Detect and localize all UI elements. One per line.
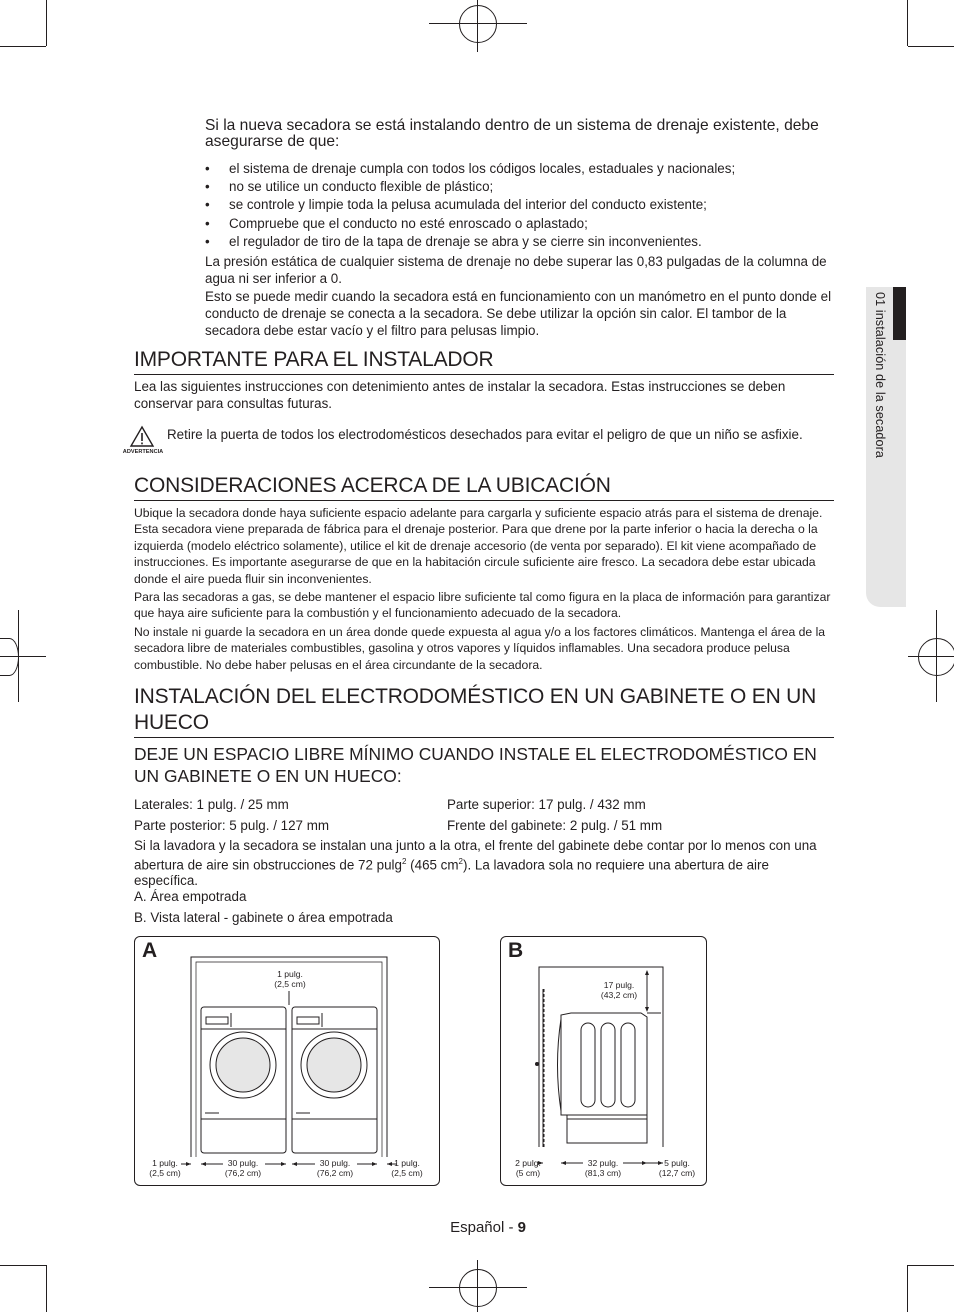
figure-a-panel xyxy=(134,936,440,1186)
crop-mark xyxy=(907,1265,908,1312)
requirements-list xyxy=(205,160,845,251)
registration-line xyxy=(477,0,478,52)
superscript: 2 xyxy=(401,857,407,866)
figure-b-drawing xyxy=(501,937,706,1185)
dimension-metric: (2,5 cm) xyxy=(274,979,306,989)
list-item: • el sistema de drenaje cumpla con todos los códigos locales, estaduales y nacionales; xyxy=(205,160,845,178)
figure-b-panel xyxy=(500,936,707,1186)
dimension-top xyxy=(593,980,645,1000)
dimension-metric: (81,3 cm) xyxy=(584,1168,622,1178)
dimension-value: 17 pulg. xyxy=(603,980,635,990)
crop-mark xyxy=(908,1265,954,1266)
page-footer xyxy=(450,1219,526,1236)
air-opening-paragraph xyxy=(134,838,834,889)
dimension-value: 2 pulg. xyxy=(515,1158,541,1168)
crop-mark xyxy=(907,0,908,46)
dimension-value: 5 pulg. xyxy=(664,1158,690,1168)
registration-line xyxy=(477,1260,478,1312)
crop-mark xyxy=(0,46,46,47)
dimension-metric: (76,2 cm) xyxy=(224,1168,262,1178)
registration-mark xyxy=(0,638,19,676)
clearance-sides: Laterales: 1 pulg. / 25 mm xyxy=(134,797,289,812)
air-opening-text: ). La lavadora sola no requiere una abertura de aire específica. xyxy=(134,857,769,889)
dimension-metric: (2,5 cm) xyxy=(391,1168,423,1178)
registration-mark xyxy=(459,5,497,43)
dimension-value: 1 pulg. xyxy=(394,1158,420,1168)
dimension-value: 30 pulg. xyxy=(227,1158,259,1168)
crop-mark xyxy=(46,0,47,46)
warning-text: Retire la puerta de todos los electrodomésticos desechados para evitar el peligro de que un niño se asfixie. xyxy=(167,427,803,442)
dimension-metric: (5 cm) xyxy=(515,1168,541,1178)
dimension-top xyxy=(261,969,319,989)
clearance-top: Parte superior: 17 pulg. / 432 mm xyxy=(447,797,646,812)
registration-line xyxy=(429,23,527,24)
dimension-dryer-width xyxy=(309,1158,361,1178)
list-item: • Compruebe que el conducto no esté enroscado o aplastado; xyxy=(205,215,845,233)
list-item: • el regulador de tiro de la tapa de drenaje se abra y se cierre sin inconvenientes. xyxy=(205,233,845,251)
side-tab-marker xyxy=(893,287,906,340)
dimension-metric: (12,7 cm) xyxy=(658,1168,696,1178)
clearance-front: Frente del gabinete: 2 pulg. / 51 mm xyxy=(447,818,663,833)
page-number: 9 xyxy=(517,1219,526,1236)
clearance-rear: Parte posterior: 5 pulg. / 127 mm xyxy=(134,818,330,833)
location-title: CONSIDERACIONES ACERCA DE LA UBICACIÓN xyxy=(134,473,834,501)
footer-language: Español - xyxy=(450,1219,518,1236)
crop-mark xyxy=(46,1265,47,1312)
figure-b-label: B xyxy=(508,939,524,962)
figure-caption-a: A. Área empotrada xyxy=(134,889,247,904)
cabinet-subtitle: DEJE UN ESPACIO LIBRE MÍNIMO CUANDO INSTALE EL ELECTRODOMÉSTICO EN UN GABINETE O EN UN HUECO: xyxy=(134,744,817,786)
figure-a-label: A xyxy=(142,939,158,962)
installer-body: Lea las siguientes instrucciones con detenimiento antes de instalar la secadora. Estas instrucciones se deben conservar para consultas futuras. xyxy=(134,379,786,411)
location-body xyxy=(134,505,834,673)
dimension-washer-width xyxy=(217,1158,269,1178)
dimension-value: 1 pulg. xyxy=(277,969,303,979)
figure-caption-b: B. Vista lateral - gabinete o área empotrada xyxy=(134,910,393,925)
intro-heading: Si la nueva secadora se está instalando dentro de un sistema de drenaje existente, debe asegurarse de que: xyxy=(205,117,819,150)
superscript: 2 xyxy=(458,857,463,866)
location-paragraph-3: No instale ni guarde la secadora en un área donde quede expuesta al agua y/o a los factores climáticos. Mantenga el área de la secadora libre de materiales combustibles, gasolina y otros vapores y líquidos inflamables. Una secadora produce pelusa combustible. No debe haber pelusas en el área circundante de la secadora. xyxy=(134,624,826,672)
dimension-front xyxy=(503,1158,553,1178)
warning-symbol xyxy=(120,424,166,458)
registration-line xyxy=(936,610,937,702)
air-opening-text: (465 cm xyxy=(406,857,459,873)
location-paragraph-2: Para las secadoras a gas, se debe mantener el espacio libre suficiente tal como figura en la placa de información para garantizar que haya aire suficiente para la combustión y el funcionamiento adecuado de la secadora. xyxy=(134,590,831,621)
dimension-metric: (2,5 cm) xyxy=(149,1168,181,1178)
registration-line xyxy=(18,610,19,702)
pressure-paragraph: La presión estática de cualquier sistema de drenaje no debe superar las 0,83 pulgadas de la columna de agua ni ser inferior a 0. xyxy=(205,254,827,286)
dimension-left xyxy=(139,1158,191,1178)
cabinet-title: INSTALACIÓN DEL ELECTRODOMÉSTICO EN UN GABINETE O EN UN HUECO xyxy=(134,684,834,738)
dimension-metric: (76,2 cm) xyxy=(316,1168,354,1178)
installer-title: IMPORTANTE PARA EL INSTALADOR xyxy=(134,347,834,375)
dimension-metric: (43,2 cm) xyxy=(600,990,638,1000)
list-item: • se controle y limpie toda la pelusa acumulada del interior del conducto existente; xyxy=(205,196,845,214)
warning-label: ADVERTENCIA xyxy=(122,449,164,455)
location-paragraph-1: Ubique la secadora donde haya suficiente espacio adelante para cargarla y suficiente espacio atrás para el sistema de drenaje. Esta secadora viene preparada de fábrica para el drenaje posterior. Para que drene por la parte inferior o hacia la derecha o la izquierda (modelo eléctrico solamente), utilice el kit de drenaje accesorio (de venta por separado). El kit viene acompañado de instrucciones. Es importante asegurarse de que en la habitación circule suficiente aire fresco. La secadora debe estar ubicada donde el aire pueda fluir sin inconvenientes. xyxy=(134,506,823,586)
registration-line xyxy=(429,1287,527,1288)
list-item: • no se utilice un conducto flexible de plástico; xyxy=(205,178,845,196)
dimension-depth xyxy=(577,1158,629,1178)
crop-mark xyxy=(908,46,954,47)
crop-mark xyxy=(0,1265,46,1266)
dimension-value: 1 pulg. xyxy=(152,1158,178,1168)
side-tab-label: 01 instalación de la secadora xyxy=(873,292,887,459)
air-opening-text: Si la lavadora y la secadora se instalan una junto a la otra, el frente del gabinete debe contar por lo menos con una abertura de aire sin obstrucciones de 72 pulg xyxy=(134,838,817,873)
dimension-value: 30 pulg. xyxy=(319,1158,351,1168)
registration-mark xyxy=(459,1269,497,1307)
dimension-rear xyxy=(651,1158,703,1178)
registration-line xyxy=(908,656,954,657)
intro-body xyxy=(205,253,845,339)
dimension-right xyxy=(381,1158,433,1178)
measure-paragraph: Esto se puede medir cuando la secadora está en funcionamiento con un manómetro en el punto donde el conducto de drenaje se conecta a la secadora. Se debe utilizar la opción sin calor. El tambor de la secadora debe estar vacío y el filtro para pelusas limpio. xyxy=(205,289,832,338)
dimension-value: 32 pulg. xyxy=(587,1158,619,1168)
registration-line xyxy=(0,656,46,657)
